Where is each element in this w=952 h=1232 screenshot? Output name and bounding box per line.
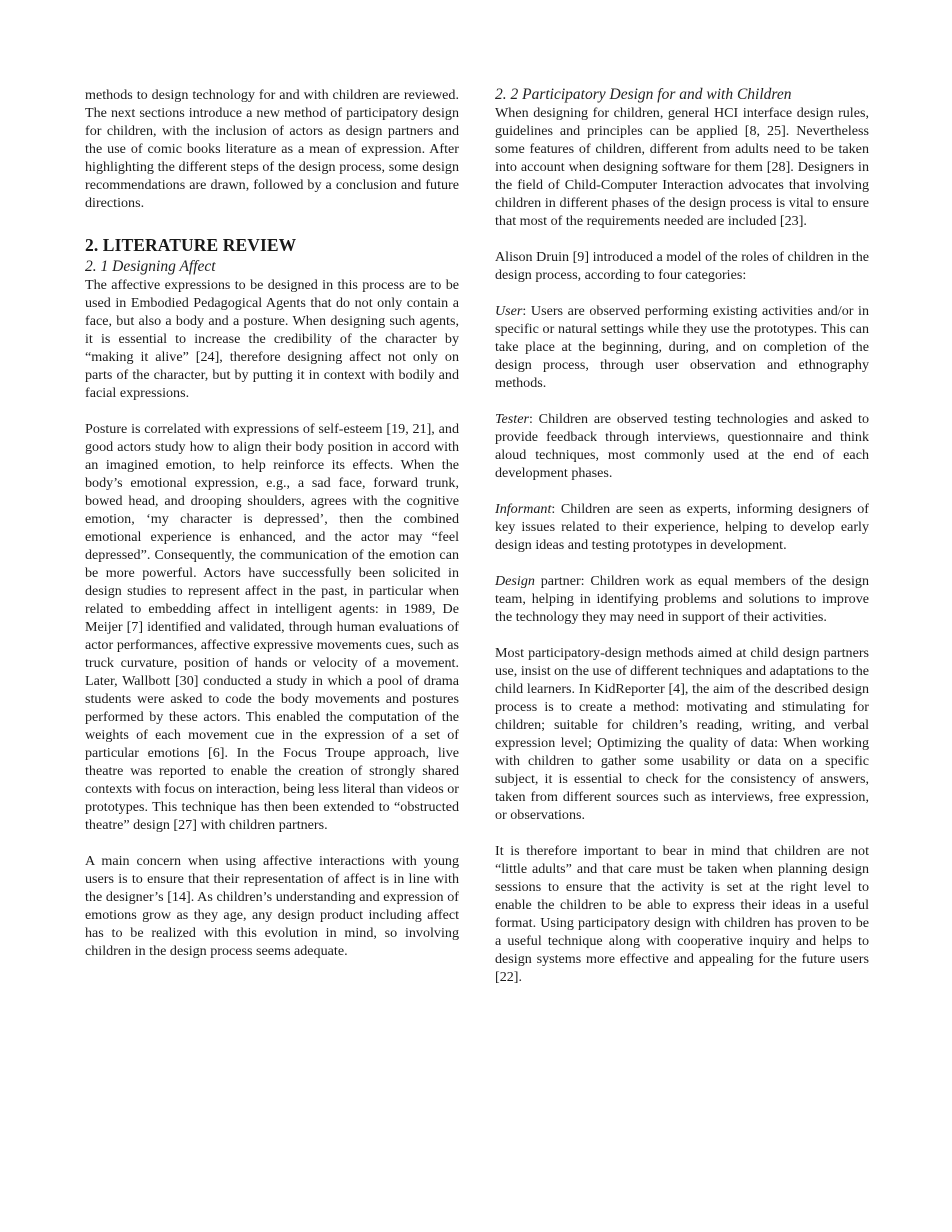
paragraph-designing-for-children: When designing for children, general HCI interface design rules, guidelines and principles can be applied [8, 25]. Nevertheless some features of children, different from adults need to be taken into account when designing software for them [28]. Designers in the field of Child-Computer Interaction advocates that involving children in different phases of the design process is vital to ensure that most of the requirements needed are included [23]. [495,105,869,229]
paragraph-druin-model: Alison Druin [9] introduced a model of the roles of children in the design process, according to four categories: [495,249,869,283]
paragraph-main-concern: A main concern when using affective interactions with young users is to ensure that their representation of affect is in line with the designer’s [14]. As children’s understanding and expression of emotions grow as they age, any design product including affect has to be realized with this evolution in mind, so involving children in the design process seems adequate. [85,853,459,959]
role-description: : Users are observed performing existing activities and/or in specific or natural settings while they use the prototypes. This can take place at the beginning, during, and on completion of the design process, through user observation and ethnography methods. [495,303,869,391]
role-informant [495,500,869,554]
role-term: Informant [495,501,552,517]
role-design-partner [495,572,869,626]
paragraph-participatory-methods: Most participatory-design methods aimed at child design partners use, insist on the use of different techniques and adaptations to the child learners. In KidReporter [4], the aim of the described design process is to create a method: motivating and stimulating for children; suitable for children’s reading, writing, and verbal expression level; Optimizing the quality of data: When working with children to gather some usability or data on a specific subject, it is essential to check for the consistency of answers, taken from different sources such as interviews, free expression, or observations. [495,645,869,823]
role-tester [495,410,869,482]
role-term: Tester [495,411,529,427]
role-user [495,302,869,392]
left-column [85,86,459,960]
subheading-designing-affect: 2. 1 Designing Affect [85,258,216,275]
role-term: User [495,303,523,319]
intro-paragraph: methods to design technology for and with children are reviewed. The next sections introduce a new method of participatory design for children, with the inclusion of actors as design partners and the use of comic books literature as a mean of expression. After highlighting the different steps of the design process, some design recommendations are drawn, followed by a conclusion and future directions. [85,87,459,211]
role-description: partner: Children work as equal members of the design team, helping in identifying problems and solutions to improve the technology they may need in support of their activities. [495,573,869,625]
section-heading-literature-review: 2. LITERATURE REVIEW [85,235,297,255]
paragraph-posture: Posture is correlated with expressions of self-esteem [19, 21], and good actors study how to align their body position in accord with an imagined emotion, to help reinforce its effects. When the body’s emotional expression, e.g., a sad face, forward trunk, bowed head, and drooping shoulders, agrees with the cognitive emotion, ‘my character is depressed’, then the combined emotional experience is enhanced, and the actor may “feel depressed”. Consequently, the communication of the emotion can be more powerful. Actors have successfully been solicited in design studies to represent affect in the past, in particular when related to embedding affect in intelligent agents: in 1989, De Meijer [7] identified and validated, through human evaluations of actor performances, affective expressive movements cues, such as truck curvature, position of hands or velocity of a movement. Later, Wallbott [30] conducted a study in which a pool of drama students were asked to code the body movements and postures performed by these actors. This enabled the computation of the weights of each movement cue in the expression of a set of particular emotions [6]. In the Focus Troupe approach, live theatre was reported to enable the creation of strongly shared contexts with focus on interaction, being less literal than videos or prototypes. This technique has then been extended to “obstructed theatre” design [27] with children partners. [85,421,459,833]
role-description: : Children are seen as experts, informing designers of key issues related to their experience, helping to develop early design ideas and testing prototypes in development. [495,501,869,553]
role-term: Design [495,573,535,589]
right-column [495,86,869,986]
paragraph-affective-expressions: The affective expressions to be designed in this process are to be used in Embodied Pedagogical Agents that do not only contain a face, but also a body and a posture. When designing such agents, it is essential to increase the credibility of the character by “making it alive” [24], therefore designing affect not only on parts of the character, but by putting it in context with bodily and facial expressions. [85,277,459,401]
subheading-participatory-design: 2. 2 Participatory Design for and with Children [495,86,792,103]
paragraph-little-adults: It is therefore important to bear in mind that children are not “little adults” and that care must be taken when planning design sessions to ensure that the activity is set at the right level to enable the children to be able to express their ideas in a useful format. Using participatory design with children has proven to be a useful technique along with cooperative inquiry and helps to design systems more effective and appealing for the future users [22]. [495,843,869,985]
role-description: : Children are observed testing technologies and asked to provide feedback through interviews, questionnaire and think aloud techniques, most commonly used at the end of each development phases. [495,411,869,481]
